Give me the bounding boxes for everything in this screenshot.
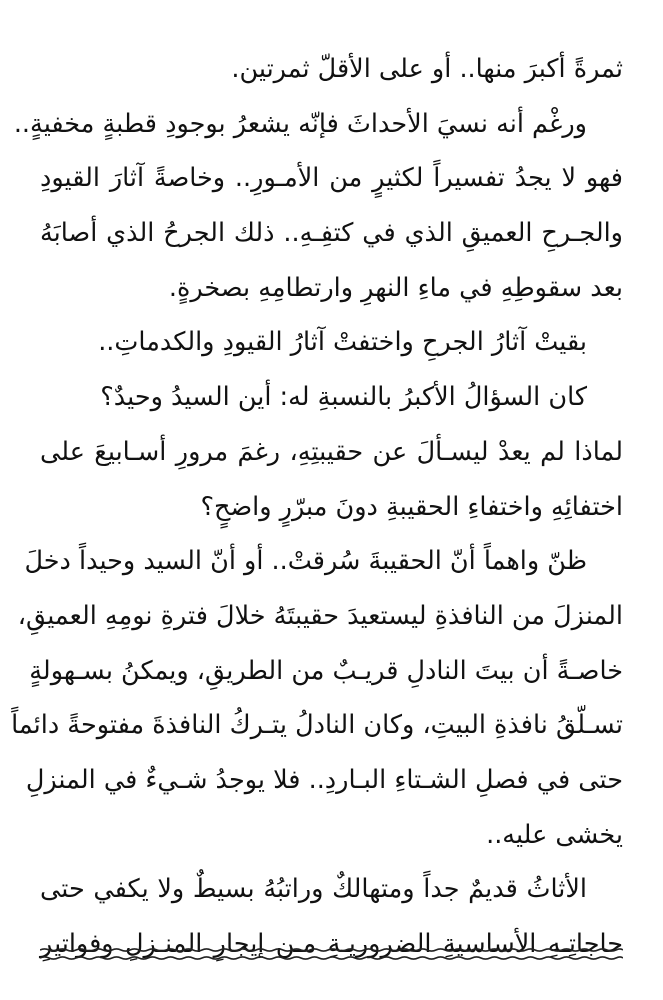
text-line: خاصـةً أن بيتَ النادلِ قريـبٌ من الطريقِ، ويمكنُ بسـهولةٍ	[29, 655, 623, 686]
text-line: ظنّ واهماً أنّ الحقيبةَ سُرقتْ.. أو أنّ السيد وحيداً دخلَ	[24, 546, 587, 577]
text-line: اختفائِهِ واختفاءِ الحقيبةِ دونَ مبرّرٍ واضحٍ؟	[200, 491, 623, 522]
text-line: والجـرحِ العميقِ الذي في كتفِـهِ.. ذلك الجرحُ الذي أصابَهُ	[40, 218, 623, 249]
text-line: لماذا لم يعدْ ليسـألَ عن حقيبتِهِ، رغمَ مرورِ أسـابيعَ على	[40, 436, 623, 467]
text-line: المنزلَ من النافذةِ ليستعيدَ حقيبتَهُ خلالَ فترةِ نومِهِ العميقِ،	[17, 600, 623, 631]
text-line: الأثاثُ قديمٌ جداً ومتهالكٌ وراتبُهُ بسيطٌ ولا يكفي حتى	[40, 874, 587, 905]
body-text	[11, 42, 623, 972]
text-line: ثمرةً أكبرَ منها.. أو على الأقلّ ثمرتين.	[231, 54, 623, 84]
text-line: كان السؤالُ الأكبرُ بالنسبةِ له: أين السيدُ وحيدٌ؟	[100, 382, 587, 413]
text-line: يخشى عليه..	[486, 819, 623, 850]
wavy-divider	[40, 944, 623, 964]
text-line: بقيتْ آثارُ الجرحِ واختفتْ آثارُ القيودِ والكدماتِ..	[98, 327, 587, 358]
text-line: ورغْم أنه نسيَ الأحداثَ فإنّه يشعرُ بوجودِ قطبةٍ مخفيةٍ..	[13, 108, 587, 139]
text-line: تسـلّقُ نافذةِ البيتِ، وكان النادلُ يتـركُ النافذةَ مفتوحةً دائماً	[11, 710, 623, 741]
text-line: حتى في فصلِ الشـتاءِ البـاردِ.. فلا يوجدُ شـيءٌ في المنزلِ	[25, 764, 623, 795]
text-line: حاجاتِـهِ الأساسيةِ الضروريـةِ مـن إيجارِ المنـزلِ وفواتيرِ	[40, 929, 623, 959]
text-line: فهو لا يجدُ تفسيراً لكثيرٍ من الأمـورِ.. وخاصةً آثارَ القيودِ	[40, 163, 623, 194]
text-line: بعد سقوطِهِ في ماءِ النهرِ وارتطامِهِ بصخرةٍ.	[168, 272, 623, 303]
